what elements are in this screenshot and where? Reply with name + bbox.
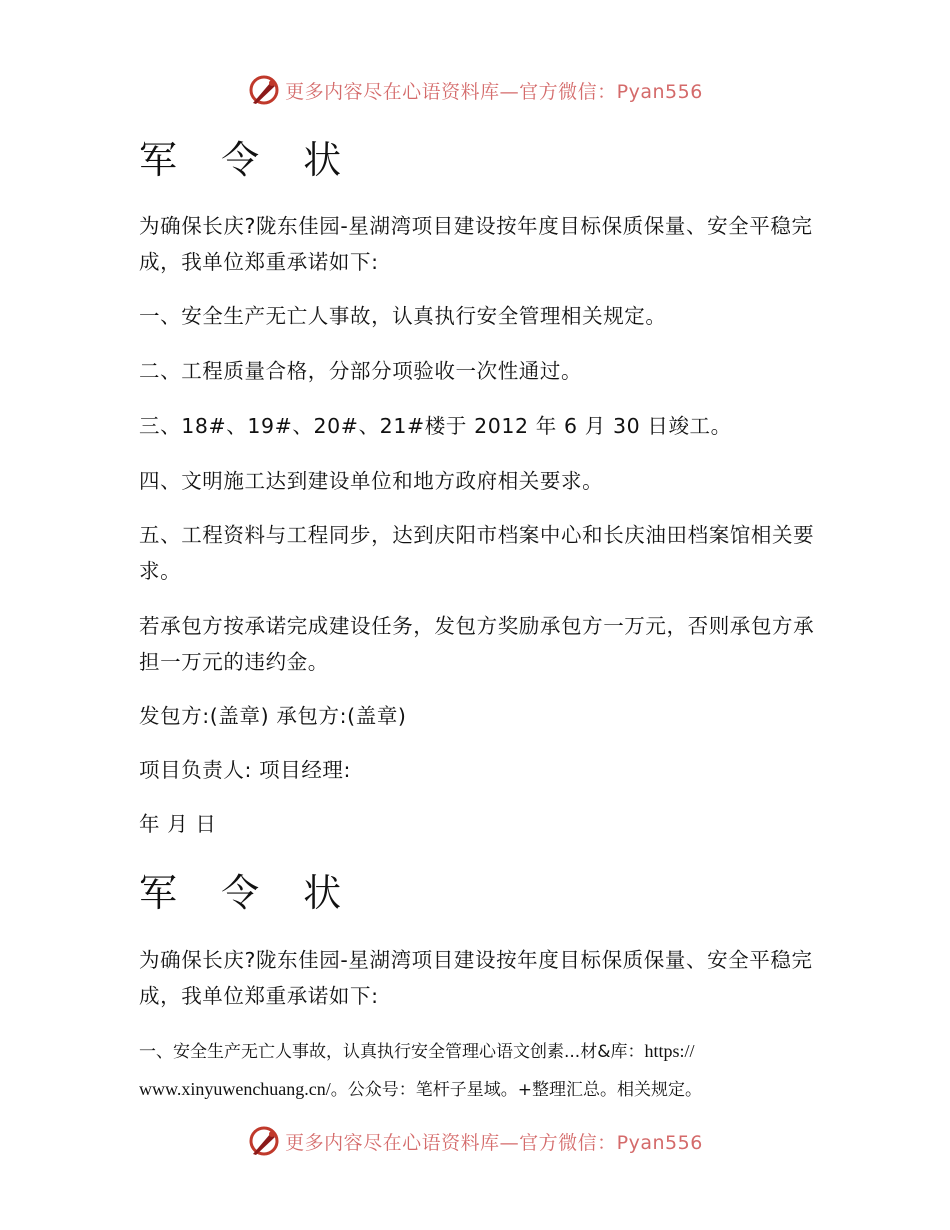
pen-logo-icon [247, 1124, 281, 1158]
intro-paragraph-repeat: 为确保长庆?陇东佳园-星湖湾项目建设按年度目标保质保量、安全平稳完成，我单位郑重承诺如下: [139, 948, 813, 1008]
banner-wechat-id: Pyan556 [616, 80, 703, 103]
clause-1: 一、安全生产无亡人事故，认真执行安全管理相关规定。 [139, 304, 667, 328]
banner-text: 更多内容尽在心语资料库—官方微信：Pyan556 [285, 80, 703, 103]
watermark-url: www.xinyuwenchuang.cn/ [139, 1079, 331, 1099]
document-title-repeat: 军 令 状 [139, 871, 358, 915]
signature-line: 项目负责人: 项目经理: [139, 758, 352, 782]
clause-5: 五、工程资料与工程同步，达到庆阳市档案中心和长庆油田档案馆相关要求。 [139, 523, 815, 583]
clause-3: 三、18#、19#、20#、21#楼于 2012 年 6 月 30 日竣工。 [139, 414, 732, 438]
reward-paragraph: 若承包方按承诺完成建设任务，发包方奖励承包方一万元，否则承包方承担一万元的违约金。 [139, 614, 815, 674]
header-banner [0, 70, 950, 110]
watermark-url-scheme: https:// [644, 1041, 695, 1061]
document-title: 军 令 状 [139, 138, 358, 182]
pen-logo-icon [247, 73, 281, 107]
date-line: 年 月 日 [139, 812, 217, 836]
banner-wechat-id: Pyan556 [616, 1131, 703, 1154]
footer-banner [0, 1121, 950, 1161]
banner-text: 更多内容尽在心语资料库—官方微信：Pyan556 [285, 1131, 703, 1154]
seal-line: 发包方:(盖章) 承包方:(盖章) [139, 704, 407, 728]
clause-4: 四、文明施工达到建设单位和地方政府相关要求。 [139, 469, 604, 493]
watermark-clause: 一、安全生产无亡人事故，认真执行安全管理心语文创素...材&库：https:// www.xinyuwenchuang.cn/。公众号：笔杆子星域。+整理汇总。相关规定。 [139, 1041, 703, 1100]
intro-paragraph: 为确保长庆?陇东佳园-星湖湾项目建设按年度目标保质保量、安全平稳完成，我单位郑重承诺如下: [139, 214, 813, 274]
clause-2: 二、工程质量合格，分部分项验收一次性通过。 [139, 359, 583, 383]
